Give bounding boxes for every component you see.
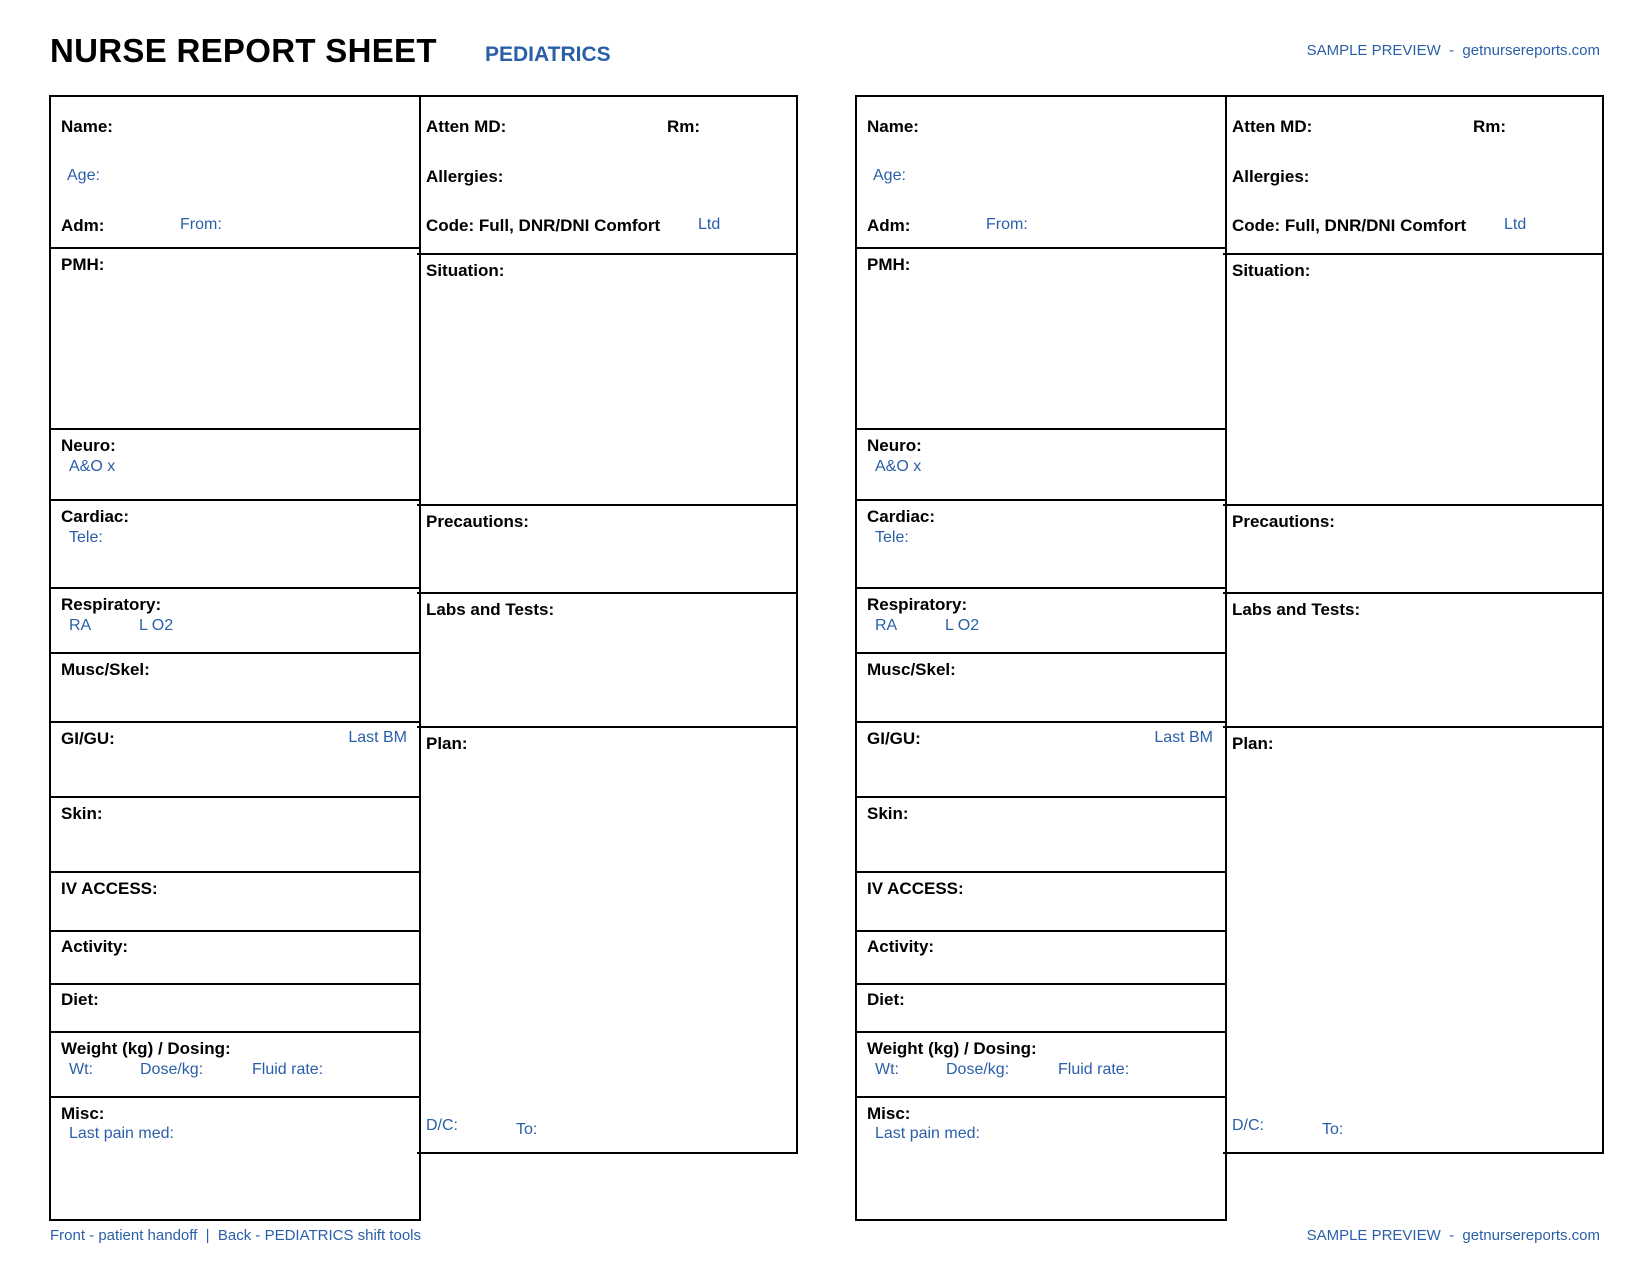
iv-access-label: IV ACCESS: <box>61 879 158 898</box>
lo2-label: L O2 <box>945 617 980 634</box>
diet-label: Diet: <box>867 990 905 1009</box>
neuro-ao-label: A&O x <box>69 458 116 475</box>
situation-label: Situation: <box>426 261 505 280</box>
precautions-cell <box>1223 506 1602 594</box>
pmh-cell <box>857 249 1225 430</box>
code-label: Code: Full, DNR/DNI Comfort <box>426 216 661 235</box>
iv-access-cell <box>51 873 419 932</box>
diet-cell <box>857 985 1225 1033</box>
respiratory-cell <box>857 589 1225 654</box>
musc-skel-cell <box>857 654 1225 723</box>
activity-label: Activity: <box>867 937 935 956</box>
pmh-label: PMH: <box>61 255 105 274</box>
age-label: Age: <box>67 167 100 184</box>
md-cell <box>1223 97 1602 255</box>
diet-label: Diet: <box>61 990 99 1009</box>
weight-dosing-label: Weight (kg) / Dosing: <box>867 1039 1037 1058</box>
md-cell <box>417 97 796 255</box>
wt-label: Wt: <box>875 1061 899 1078</box>
dc-label: D/C: <box>426 1117 458 1134</box>
ra-label: RA <box>69 617 92 634</box>
activity-cell <box>857 932 1225 985</box>
musc-skel-cell <box>51 654 419 723</box>
weight-dosing-cell <box>857 1033 1225 1098</box>
adm-label: Adm: <box>867 216 911 235</box>
patient-id-cell <box>857 97 1225 249</box>
skin-label: Skin: <box>61 804 103 823</box>
last-pain-med-label: Last pain med: <box>69 1125 174 1142</box>
code-label: Code: Full, DNR/DNI Comfort <box>1232 216 1467 235</box>
last-pain-med-label: Last pain med: <box>875 1125 980 1142</box>
respiratory-label: Respiratory: <box>867 595 968 614</box>
allergies-label: Allergies: <box>1232 167 1310 186</box>
tele-label: Tele: <box>875 529 909 546</box>
fluid-rate-label: Fluid rate: <box>1058 1061 1130 1078</box>
gigu-cell <box>51 723 419 798</box>
precautions-label: Precautions: <box>1232 512 1335 531</box>
activity-cell <box>51 932 419 985</box>
allergies-label: Allergies: <box>426 167 504 186</box>
age-label: Age: <box>873 167 906 184</box>
from-label: From: <box>180 216 222 233</box>
plan-cell <box>1223 728 1602 1152</box>
misc-label: Misc: <box>867 1104 911 1123</box>
plan-label: Plan: <box>1232 734 1274 753</box>
neuro-cell <box>51 430 419 501</box>
dc-label: D/C: <box>1232 1117 1264 1134</box>
respiratory-label: Respiratory: <box>61 595 162 614</box>
situation-cell <box>417 255 796 506</box>
wt-label: Wt: <box>69 1061 93 1078</box>
weight-dosing-cell <box>51 1033 419 1098</box>
neuro-ao-label: A&O x <box>875 458 922 475</box>
fluid-rate-label: Fluid rate: <box>252 1061 324 1078</box>
weight-dosing-label: Weight (kg) / Dosing: <box>61 1039 231 1058</box>
atten-md-label: Atten MD: <box>1232 117 1313 136</box>
precautions-cell <box>417 506 796 594</box>
gigu-cell <box>857 723 1225 798</box>
code-ltd-label: Ltd <box>698 216 721 233</box>
left-column <box>855 95 1227 1221</box>
labs-tests-label: Labs and Tests: <box>1232 600 1361 619</box>
iv-access-label: IV ACCESS: <box>867 879 964 898</box>
gigu-label: GI/GU: <box>867 729 921 748</box>
code-ltd-label: Ltd <box>1504 216 1527 233</box>
cardiac-cell <box>51 501 419 589</box>
gigu-label: GI/GU: <box>61 729 115 748</box>
rm-label: Rm: <box>667 117 701 136</box>
misc-cell <box>51 1098 419 1219</box>
patient-id-cell <box>51 97 419 249</box>
from-label: From: <box>986 216 1028 233</box>
lo2-label: L O2 <box>139 617 174 634</box>
ra-label: RA <box>875 617 898 634</box>
diet-cell <box>51 985 419 1033</box>
name-label: Name: <box>61 117 113 136</box>
page-title: NURSE REPORT SHEET <box>50 32 437 69</box>
neuro-cell <box>857 430 1225 501</box>
rm-label: Rm: <box>1473 117 1507 136</box>
adm-label: Adm: <box>61 216 105 235</box>
musc-skel-label: Musc/Skel: <box>867 660 956 679</box>
iv-access-cell <box>857 873 1225 932</box>
musc-skel-label: Musc/Skel: <box>61 660 150 679</box>
header-preview-note: SAMPLE PREVIEW - getnursereports.com <box>1306 42 1600 59</box>
labs-tests-cell <box>417 594 796 728</box>
last-bm-label: Last BM <box>348 729 407 746</box>
right-column <box>417 95 798 1154</box>
plan-cell <box>417 728 796 1152</box>
plan-label: Plan: <box>426 734 468 753</box>
situation-label: Situation: <box>1232 261 1311 280</box>
precautions-label: Precautions: <box>426 512 529 531</box>
skin-label: Skin: <box>867 804 909 823</box>
labs-tests-cell <box>1223 594 1602 728</box>
pmh-label: PMH: <box>867 255 911 274</box>
footer-preview-note: SAMPLE PREVIEW - getnursereports.com <box>1306 1227 1600 1244</box>
name-label: Name: <box>867 117 919 136</box>
misc-label: Misc: <box>61 1104 105 1123</box>
dose-kg-label: Dose/kg: <box>946 1061 1010 1078</box>
footer-note: Front - patient handoff | Back - PEDIATRICS shift tools <box>50 1227 421 1244</box>
neuro-label: Neuro: <box>867 436 922 455</box>
to-label: To: <box>516 1121 538 1138</box>
report-sheet-left <box>49 95 829 1219</box>
situation-cell <box>1223 255 1602 506</box>
tele-label: Tele: <box>69 529 103 546</box>
skin-cell <box>51 798 419 873</box>
skin-cell <box>857 798 1225 873</box>
page-subtitle: PEDIATRICS <box>485 43 611 66</box>
cardiac-label: Cardiac: <box>867 507 936 526</box>
cardiac-label: Cardiac: <box>61 507 130 526</box>
respiratory-cell <box>51 589 419 654</box>
neuro-label: Neuro: <box>61 436 116 455</box>
last-bm-label: Last BM <box>1154 729 1213 746</box>
labs-tests-label: Labs and Tests: <box>426 600 555 619</box>
pmh-cell <box>51 249 419 430</box>
dose-kg-label: Dose/kg: <box>140 1061 204 1078</box>
atten-md-label: Atten MD: <box>426 117 507 136</box>
right-column <box>1223 95 1604 1154</box>
activity-label: Activity: <box>61 937 129 956</box>
misc-cell <box>857 1098 1225 1219</box>
left-column <box>49 95 421 1221</box>
report-sheet-right <box>855 95 1635 1219</box>
to-label: To: <box>1322 1121 1344 1138</box>
cardiac-cell <box>857 501 1225 589</box>
